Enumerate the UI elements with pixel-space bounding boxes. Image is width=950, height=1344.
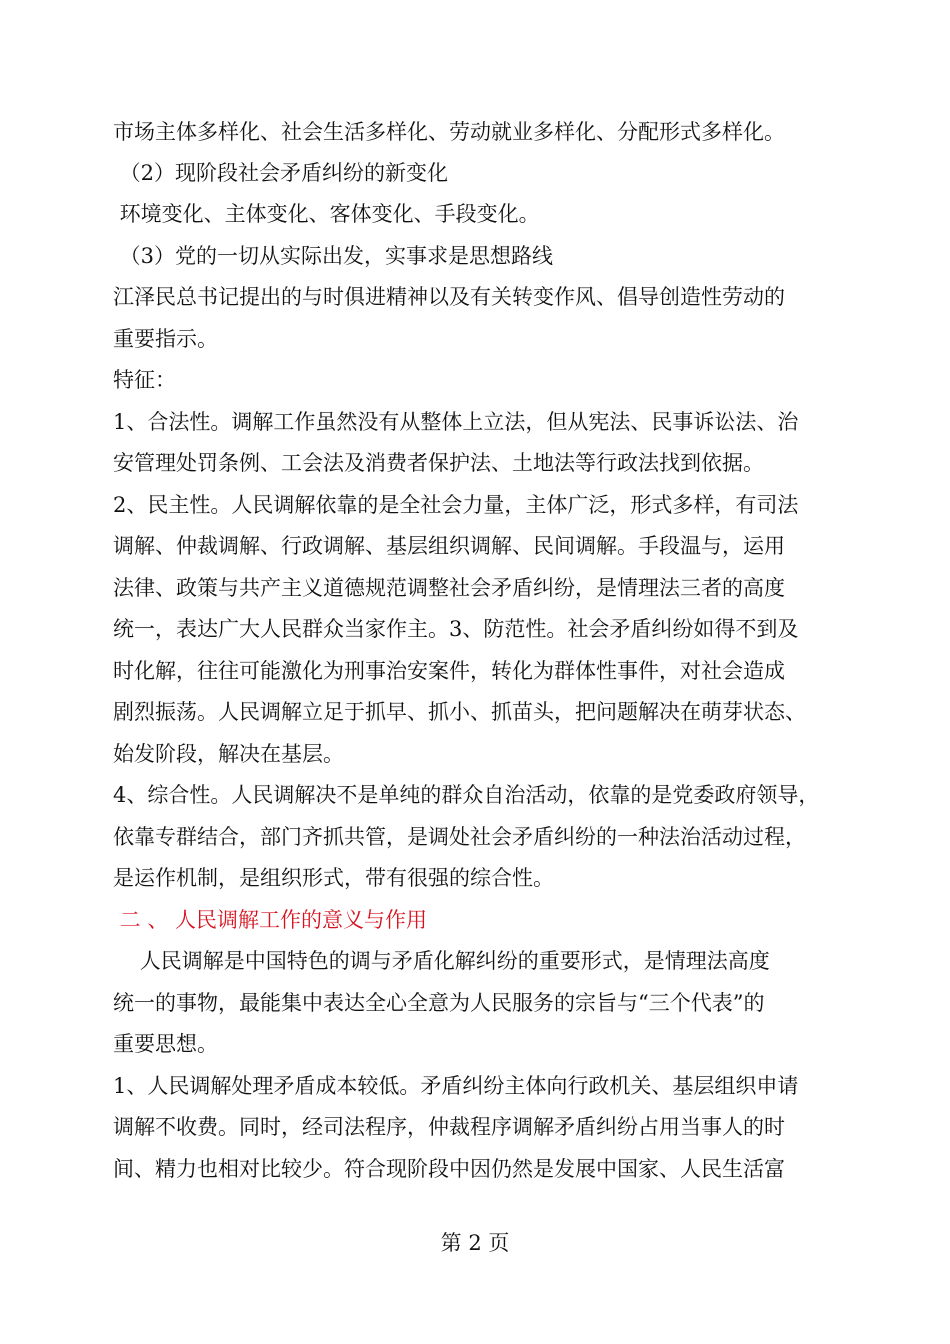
text-line-19: 是运作机制，是组织形式，带有很强的综合性。 — [113, 866, 554, 890]
text-line-24: 1、人民调解处理矛盾成本较低。矛盾纠纷主体向行政机关、基层组织申请 — [113, 1074, 799, 1098]
text-line-13: 统一，表达广大人民群众当家作主。3、防范性。社会矛盾纠纷如得不到及 — [113, 617, 799, 641]
text-line-17: 4、综合性。人民调解决不是单纯的群众自治活动，依靠的是党委政府领导， — [113, 783, 820, 807]
text-line-26: 间、精力也相对比较少。符合现阶段中因仍然是发展中国家、人民生活富 — [113, 1157, 785, 1181]
text-line-3: 环境变化、主体变化、客体变化、手段变化。 — [113, 202, 540, 226]
text-line-16: 始发阶段，解决在基层。 — [113, 742, 344, 766]
text-line-22: 统一的事物，最能集中表达全心全意为人民服务的宗旨与“三个代表”的 — [113, 991, 765, 1015]
text-line-11: 调解、仲裁调解、行政调解、基层组织调解、民间调解。手段温与，运用 — [113, 534, 785, 558]
section-heading: 二 、 人民调解工作的意义与作用 — [113, 908, 428, 932]
text-line-15: 剧烈振荡。人民调解立足于抓早、抓小、抓苗头，把问题解决在萌芽状态、 — [113, 700, 806, 724]
text-line-10: 2、民主性。人民调解依靠的是全社会力量，主体广泛，形式多样，有司法 — [113, 493, 799, 517]
text-line-5: 江泽民总书记提出的与时俱进精神以及有关转变作风、倡导创造性劳动的 — [113, 285, 785, 309]
page-number: 第 2 页 — [440, 1231, 510, 1255]
text-line-4: （3）党的一切从实际出发，实事求是思想路线 — [113, 244, 554, 268]
text-line-9: 安管理处罚条例、工会法及消费者保护法、土地法等行政法找到依据。 — [113, 451, 764, 475]
text-line-6: 重要指示。 — [113, 327, 218, 351]
text-line-8: 1、合法性。调解工作虽然没有从整体上立法，但从宪法、民事诉讼法、治 — [113, 410, 799, 434]
text-line-21: 人民调解是中国特色的调与矛盾化解纠纷的重要形式，是情理法高度 — [113, 949, 770, 973]
text-line-18: 依靠专群结合，部门齐抓共管，是调处社会矛盾纠纷的一种法治活动过程， — [113, 825, 806, 849]
text-line-1: 市场主体多样化、社会生活多样化、劳动就业多样化、分配形式多样化。 — [113, 120, 785, 144]
text-line-7: 特征： — [113, 368, 176, 392]
text-line-14: 时化解，往往可能激化为刑事治安案件，转化为群体性事件，对社会造成 — [113, 659, 785, 683]
text-line-2: （2）现阶段社会矛盾纠纷的新变化 — [113, 161, 449, 185]
text-line-12: 法律、政策与共产主义道德规范调整社会矛盾纠纷，是情理法三者的高度 — [113, 576, 785, 600]
text-line-23: 重要思想。 — [113, 1032, 218, 1056]
text-line-25: 调解不收费。同时，经司法程序，仲裁程序调解矛盾纠纷占用当事人的时 — [113, 1115, 785, 1139]
